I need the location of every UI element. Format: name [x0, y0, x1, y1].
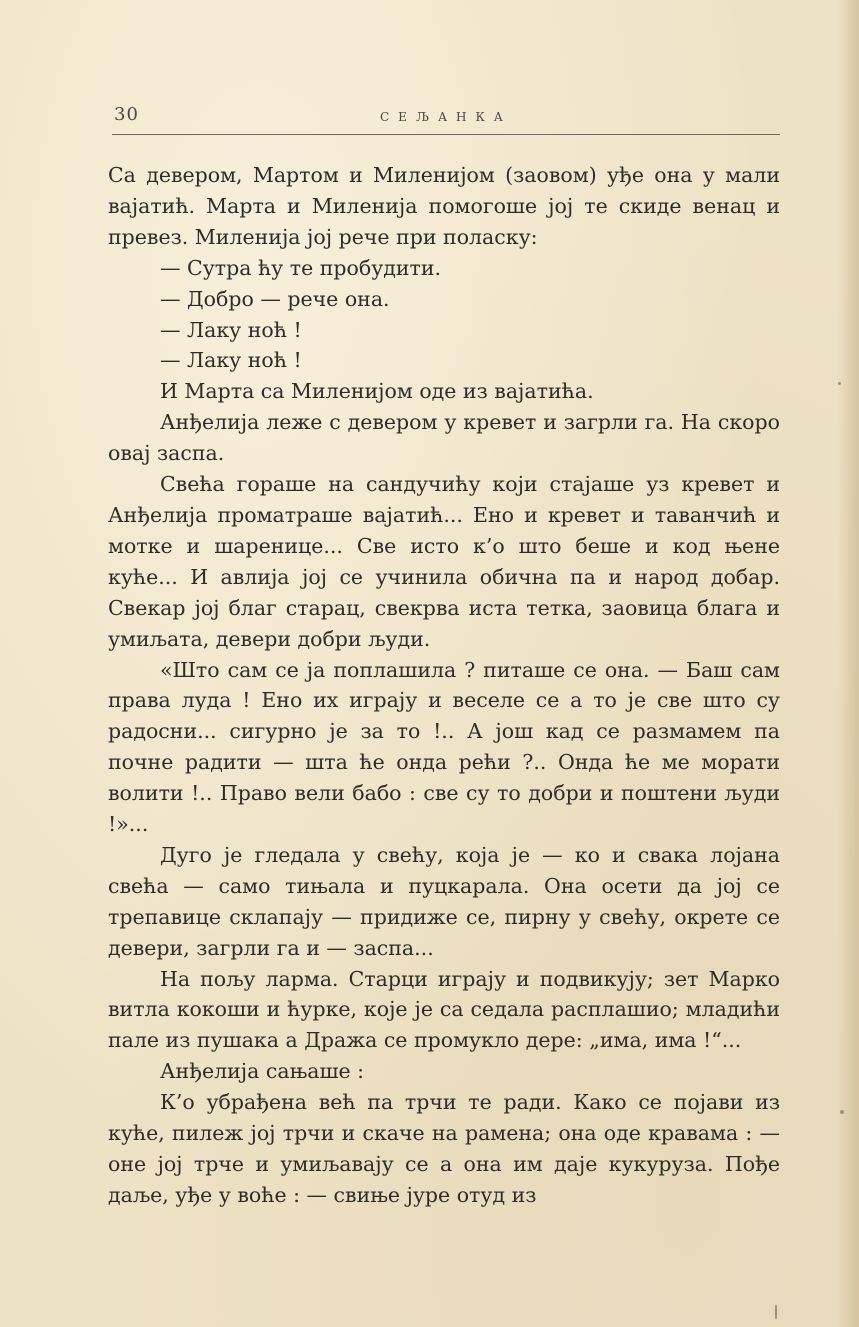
paragraph: Анђелија леже с девером у кревет и загрли га. На скоро овај заспа. [108, 410, 780, 466]
dialogue-line: — Лаку ноћ ! [160, 317, 302, 342]
paragraph: И Марта са Миленијом оде из вајатића. [160, 379, 594, 404]
paper-speck [838, 382, 841, 385]
paper-speck [840, 1110, 844, 1114]
paragraph: Са девером, Мартом и Миленијом (заовом) уђе она у мали вајатић. Марта и Миленија помогоше јој те скиде венац и превез. Миленија јој рече при поласку: [108, 163, 780, 249]
paragraph: На пољу ларма. Старци играју и подвикују; зет Марко витла кокоши и ћурке, које је са седала расплашио; младићи пале из пушака а Дража се промукло дере: „има, има !“... [108, 966, 780, 1053]
dialogue-line: — Сутра ћу те пробудити. [160, 255, 442, 280]
paragraph: Дуго је гледала у свећу, која је — ко и свака лојана свећа — само тињала и пуцкарала. Она осети да јој се трепавице склапају — придиже се, пирну у свећу, окрете се девери, загрли га и — заспа... [108, 842, 780, 960]
paper-speck [775, 1305, 777, 1319]
paragraph: Свећа гораше на сандучићу који стајаше уз кревет и Анђелија проматраше вајатић... Ено и кревет и таванчић и мотке и шаренице... Све исто к’о што беше и код њене куће... И авлија јој се учинила обична па и народ добар. Свекар јој благ старац, свекрва иста тетка, заовица блага и умиљата, девери добри људи. [108, 472, 780, 651]
running-title: СЕЉАНКА [380, 110, 512, 124]
paragraph: «Што сам се ја поплашила ? питаше се она. — Баш сам права луда ! Ено их играју и веселе се а то је све што су радосни... сигурно је за то !.. А још кад се размамем па почне радити — шта ће онда рећи ?.. Онда ће ме морати волити !.. Право вели бабо : све су то добри и поштени људи !»... [108, 657, 780, 837]
body-text [108, 160, 780, 1211]
dialogue-line: — Лаку ноћ ! [160, 348, 302, 373]
dialogue-line: — Добро — рече она. [160, 286, 390, 311]
page-header [112, 104, 780, 135]
page-number: 30 [114, 104, 139, 125]
paragraph: К’о убрађена већ па трчи те ради. Како се појави из куће, пилеж јој трчи и скаче на рамена; она оде кравама : — оне јој трче и умиљавају се а она им даје кукуруза. Пође даље, уђе у воће : — свиње јуре отуд из [108, 1090, 780, 1207]
paragraph: Анђелија сањаше : [160, 1059, 365, 1084]
page-edge-shadow [837, 0, 859, 1327]
